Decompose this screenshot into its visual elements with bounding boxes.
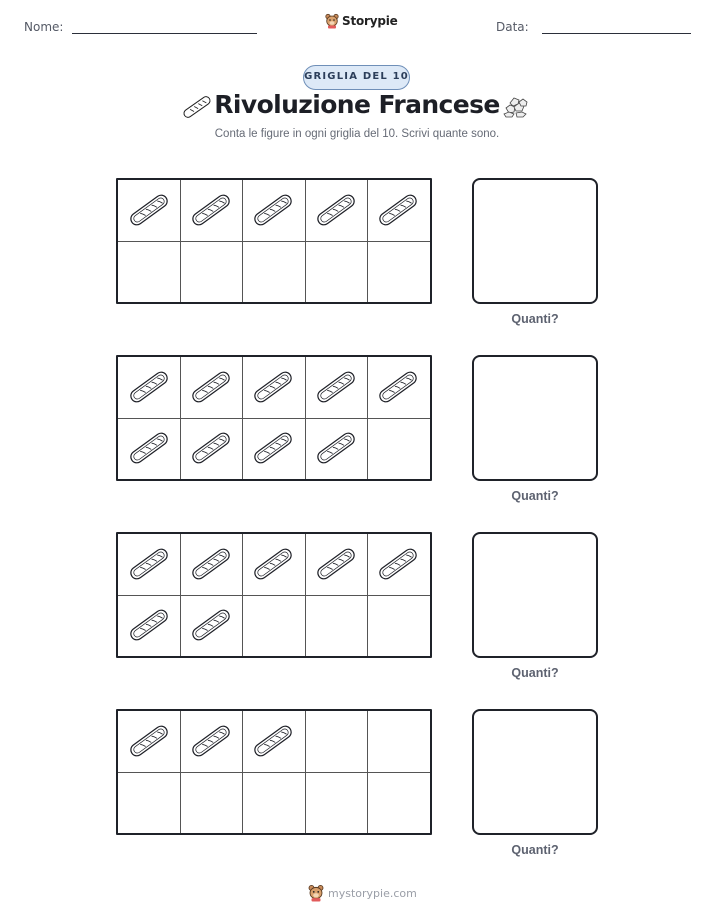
grid-cell [242,534,304,595]
grid-cell [180,241,242,302]
baguette-icon [126,367,172,407]
name-label: Nome: [24,20,64,34]
grid-cell [180,772,242,833]
bear-mascot-icon [325,13,339,29]
brand-logo [325,13,398,29]
worksheet-type-badge: GRIGLIA DEL 10 [303,65,410,90]
baguette-icon [188,190,234,230]
grid-cell [367,241,429,302]
grid-cell [118,357,180,418]
cobblestones-icon [502,94,530,118]
answer-label-1: Quanti? [511,312,559,326]
baguette-icon [188,721,234,761]
baguette-icon [188,605,234,645]
footer [308,884,417,902]
grid-cell [180,180,242,241]
grid-cell [242,711,304,772]
grid-cell [242,357,304,418]
date-label: Data: [496,20,529,34]
answer-box-1[interactable] [472,178,598,304]
date-field-line[interactable] [542,33,691,34]
name-field-line[interactable] [72,33,257,34]
baguette-icon [375,367,421,407]
grid-cell [367,534,429,595]
baguette-icon [188,428,234,468]
baguette-icon [126,544,172,584]
baguette-icon [250,721,296,761]
answer-box-2[interactable] [472,355,598,481]
grid-cell [180,534,242,595]
grid-cell [367,772,429,833]
grid-cell [242,595,304,656]
grid-cell [242,180,304,241]
grid-cell [118,711,180,772]
grid-cell [305,418,367,479]
grid-cell [118,241,180,302]
instructions: Conta le figure in ogni griglia del 10. Scrivi quante sono. [214,128,500,140]
ten-frame-grid-4 [116,709,432,835]
answer-box-3[interactable] [472,532,598,658]
ten-frame-grid-2 [116,355,432,481]
baguette-icon [313,367,359,407]
baguette-icon [250,190,296,230]
grid-cell [367,711,429,772]
grid-cell [367,357,429,418]
grid-cell [242,418,304,479]
answer-box-4[interactable] [472,709,598,835]
ten-frame-grid-3 [116,532,432,658]
answer-label-3: Quanti? [511,666,559,680]
grid-cell [367,595,429,656]
grid-cell [305,534,367,595]
grid-cell [180,595,242,656]
baguette-icon [126,428,172,468]
grid-cell [367,180,429,241]
ten-frame-grid-1 [116,178,432,304]
baguette-icon [126,190,172,230]
grid-cell [180,357,242,418]
baguette-icon [375,544,421,584]
grid-cell [305,357,367,418]
grid-cell [305,595,367,656]
grid-cell [180,418,242,479]
page-title: Rivoluzione Francese [214,90,500,119]
baguette-icon [313,428,359,468]
answer-label-4: Quanti? [511,843,559,857]
grid-cell [118,418,180,479]
baguette-icon [188,544,234,584]
grid-cell [305,711,367,772]
grid-cell [118,180,180,241]
bear-mascot-icon [308,884,324,902]
baguette-icon [126,605,172,645]
grid-cell [305,180,367,241]
baguette-icon [188,367,234,407]
footer-url: mystorypie.com [328,886,417,900]
grid-cell [242,241,304,302]
grid-cell [118,534,180,595]
brand-name: Storypie [342,14,398,28]
grid-cell [305,241,367,302]
baguette-icon [375,190,421,230]
baguette-icon [313,544,359,584]
baguette-icon [250,428,296,468]
baguette-icon [313,190,359,230]
answer-label-2: Quanti? [511,489,559,503]
grid-cell [305,772,367,833]
grid-cell [367,418,429,479]
baguette-icon [126,721,172,761]
baguette-icon [250,544,296,584]
grid-cell [180,711,242,772]
baguette-icon [250,367,296,407]
grid-cell [118,772,180,833]
grid-cell [118,595,180,656]
grid-cell [242,772,304,833]
